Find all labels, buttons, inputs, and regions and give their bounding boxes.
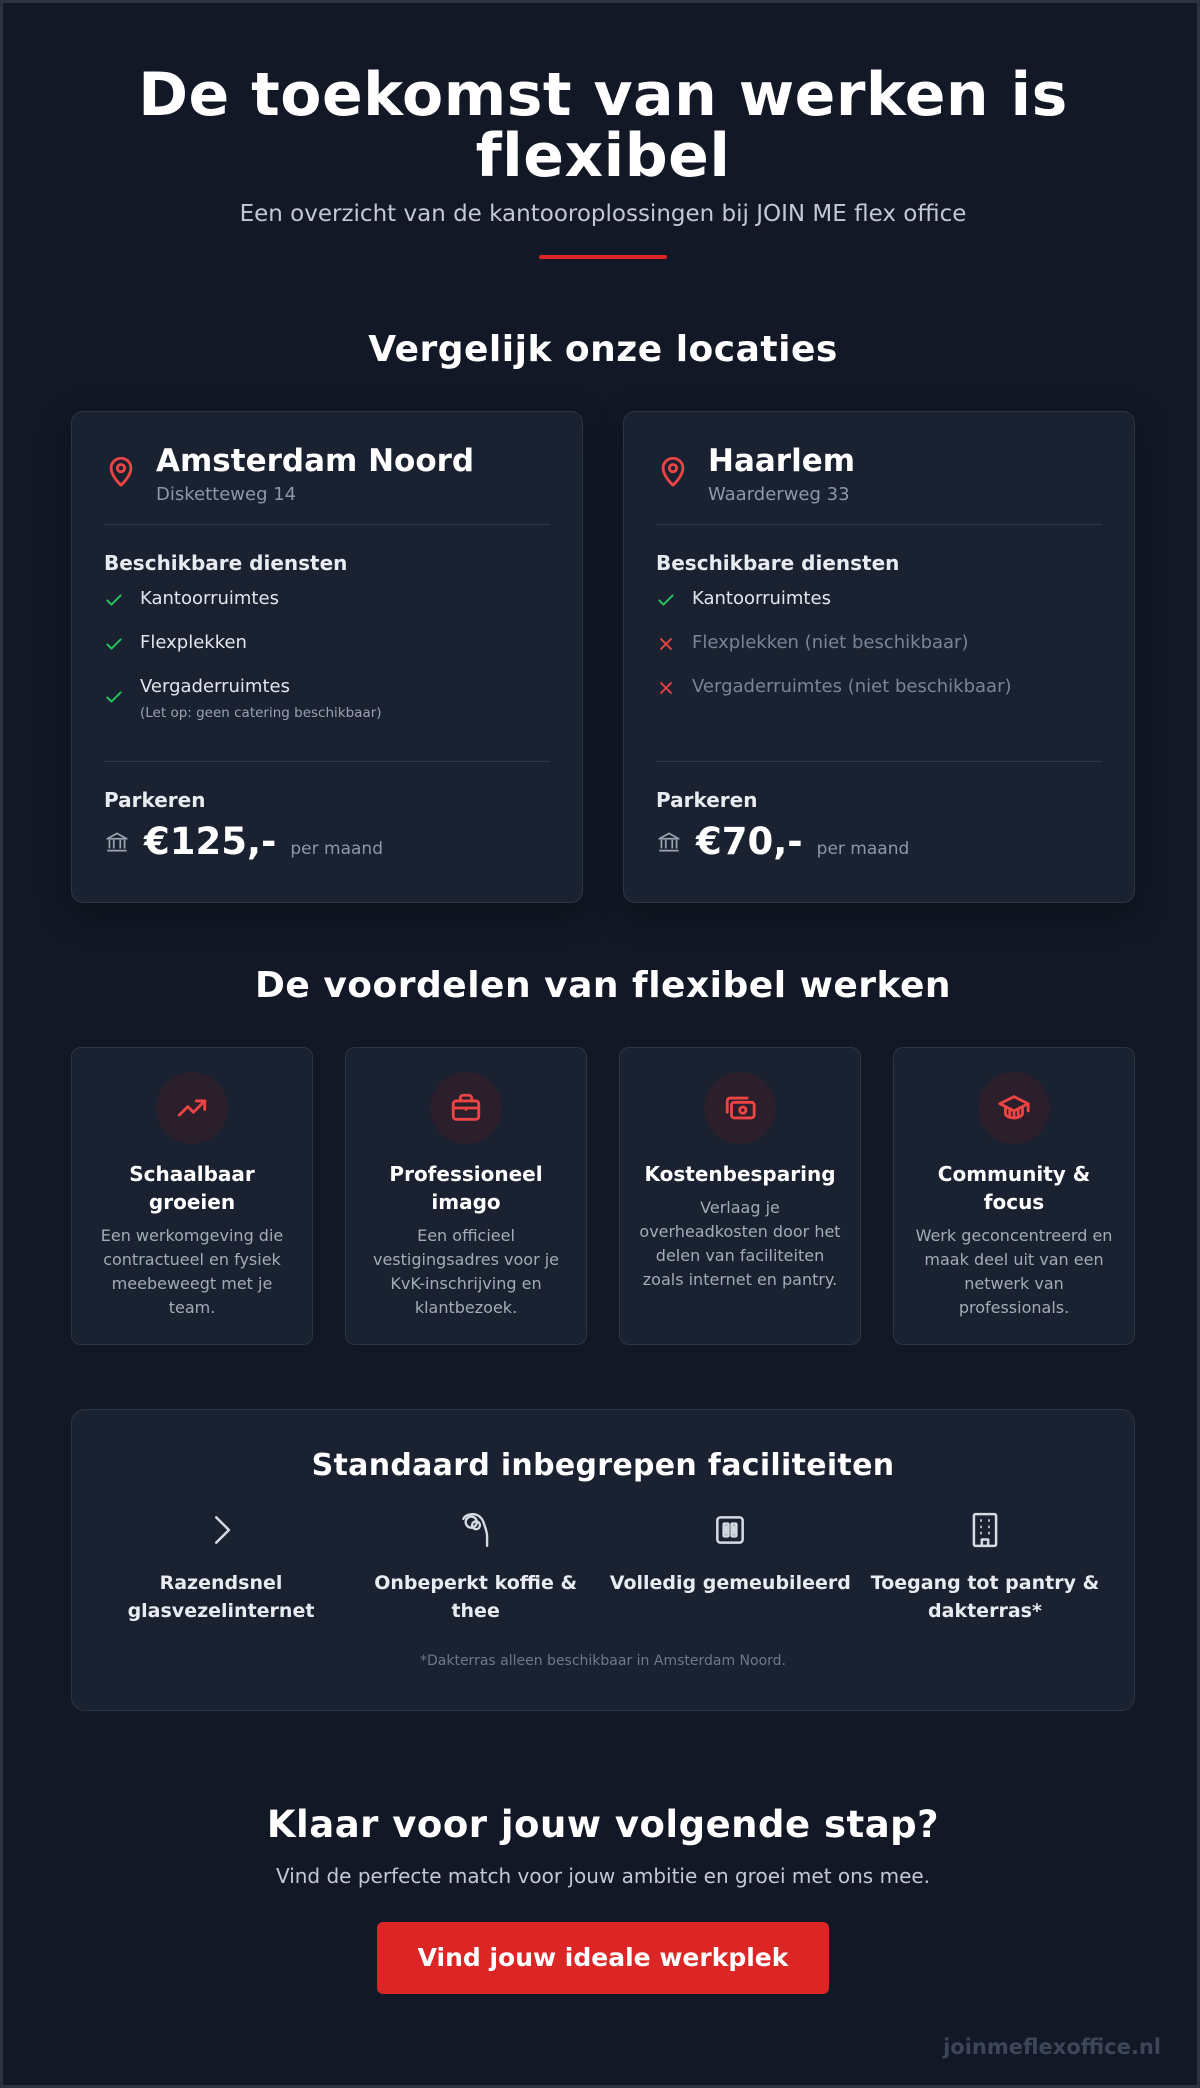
parking-price: €125,- xyxy=(144,820,277,863)
benefit-icon-circle xyxy=(156,1072,228,1144)
card-divider xyxy=(656,761,1102,762)
benefit-card xyxy=(345,1047,587,1345)
services-heading: Beschikbare diensten xyxy=(104,551,348,575)
service-item xyxy=(104,675,550,721)
cta-subtitle: Vind de perfecte match voor jouw ambitie en groei met ons mee. xyxy=(275,1864,931,1888)
benefit-title: Kostenbesparing xyxy=(644,1162,836,1186)
benefit-description: Werk geconcentreerd en maak deel uit van een netwerk van professionals. xyxy=(915,1226,1113,1317)
money-icon xyxy=(723,1091,757,1125)
card-divider xyxy=(104,761,550,762)
briefcase-icon xyxy=(449,1091,483,1125)
benefit-icon-circle xyxy=(430,1072,502,1144)
facility-label: Toegang tot pantry & dakterras* xyxy=(870,1572,1100,1622)
check-icon xyxy=(104,590,124,610)
facility-item xyxy=(860,1511,1110,1625)
benefit-icon-circle xyxy=(704,1072,776,1144)
map-pin-icon xyxy=(656,454,690,488)
service-item xyxy=(656,587,1102,631)
parking-unit: per maand xyxy=(290,839,383,859)
service-item-unavailable xyxy=(656,631,1102,675)
service-label: Flexplekken (niet beschikbaar) xyxy=(692,632,969,653)
locations-title: Vergelijk onze locaties xyxy=(368,329,838,370)
graduation-cap-icon xyxy=(997,1091,1031,1125)
hero-title: De toekomst van werken is flexibel xyxy=(138,60,1068,191)
facilities-footnote: *Dakterras alleen beschikbaar in Amsterdam Noord. xyxy=(419,1653,787,1669)
location-card-haarlem xyxy=(623,411,1135,903)
trending-up-icon xyxy=(175,1091,209,1125)
facility-label: Razendsnel glasvezelinternet xyxy=(127,1572,315,1622)
check-icon xyxy=(104,687,124,707)
location-card-amsterdam xyxy=(71,411,583,903)
map-pin-icon xyxy=(104,454,138,488)
services-heading: Beschikbare diensten xyxy=(656,551,900,575)
service-item xyxy=(104,631,550,675)
service-item-unavailable xyxy=(656,675,1102,719)
service-item xyxy=(104,587,550,631)
location-address: Waarderweg 33 xyxy=(708,484,850,505)
service-note: (Let op: geen catering beschikbaar) xyxy=(140,705,382,721)
x-icon xyxy=(656,634,676,654)
find-workplace-button[interactable]: Vind jouw ideale werkplek xyxy=(377,1922,829,1994)
hero-divider xyxy=(539,255,667,259)
card-divider xyxy=(656,524,1102,525)
benefit-description: Een officieel vestigingsadres voor je KvK-inschrijving en klantbezoek. xyxy=(372,1226,560,1317)
bank-icon xyxy=(656,829,682,855)
card-divider xyxy=(104,524,550,525)
parking-unit: per maand xyxy=(816,839,910,859)
benefits-grid xyxy=(71,1047,1135,1345)
location-header xyxy=(656,444,1102,524)
check-icon xyxy=(104,634,124,654)
bank-icon xyxy=(104,829,130,855)
facilities-title: Standaard inbegrepen faciliteiten xyxy=(311,1448,895,1483)
service-label: Vergaderruimtes xyxy=(140,676,290,697)
parking-heading: Parkeren xyxy=(656,788,758,812)
locations-grid xyxy=(71,411,1135,903)
benefit-description: Een werkomgeving die contractueel en fysiek meebeweegt met je team. xyxy=(100,1226,284,1317)
footer-website[interactable]: joinmeflexoffice.nl xyxy=(943,2035,1161,2059)
benefit-title: Community & focus xyxy=(937,1162,1091,1214)
benefit-card xyxy=(71,1047,313,1345)
cta-section xyxy=(71,1803,1135,1994)
facility-label: Volledig gemeubileerd xyxy=(609,1572,851,1594)
location-name: Haarlem xyxy=(708,443,856,479)
facility-item xyxy=(351,1511,601,1625)
parking-price: €70,- xyxy=(696,820,803,863)
facilities-panel xyxy=(71,1409,1135,1711)
x-icon xyxy=(656,678,676,698)
service-label: Vergaderruimtes (niet beschikbaar) xyxy=(692,676,1012,697)
facility-item xyxy=(605,1511,855,1625)
check-icon xyxy=(656,590,676,610)
facilities-list xyxy=(72,1511,1134,1625)
services-list xyxy=(656,587,1102,761)
chevron-right-icon xyxy=(202,1511,240,1549)
benefit-card xyxy=(893,1047,1135,1345)
furniture-icon xyxy=(711,1511,749,1549)
parking-heading: Parkeren xyxy=(104,788,206,812)
hero-subtitle: Een overzicht van de kantooroplossingen bij JOIN ME flex office xyxy=(239,201,967,227)
cta-title: Klaar voor jouw volgende stap? xyxy=(266,1803,940,1846)
benefits-title: De voordelen van flexibel werken xyxy=(254,965,952,1006)
services-list xyxy=(104,587,550,761)
facility-label: Onbeperkt koffie & thee xyxy=(374,1572,578,1622)
parking-row xyxy=(104,820,550,863)
location-address: Disketteweg 14 xyxy=(156,484,297,505)
building-icon xyxy=(966,1511,1004,1549)
hero-section xyxy=(71,60,1135,259)
benefit-title: Schaalbaar groeien xyxy=(129,1162,255,1214)
benefit-title: Professioneel imago xyxy=(389,1162,543,1214)
service-label: Kantoorruimtes xyxy=(140,588,279,609)
benefit-icon-circle xyxy=(978,1072,1050,1144)
service-label: Kantoorruimtes xyxy=(692,588,831,609)
service-label: Flexplekken xyxy=(140,632,247,653)
facility-item xyxy=(96,1511,346,1625)
location-header xyxy=(104,444,550,524)
benefit-card xyxy=(619,1047,861,1345)
benefit-description: Verlaag je overheadkosten door het delen van faciliteiten zoals internet en pantry. xyxy=(639,1198,841,1289)
parking-row xyxy=(656,820,1102,863)
location-name: Amsterdam Noord xyxy=(156,443,475,479)
coffee-icon xyxy=(457,1511,495,1549)
